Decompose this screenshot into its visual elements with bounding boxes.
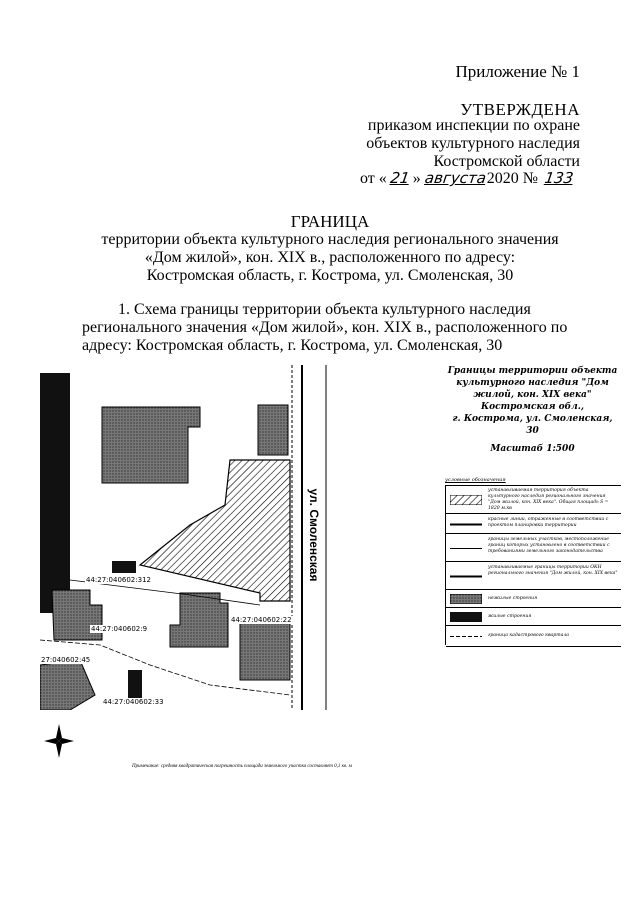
date-year: 2020 № (486, 170, 539, 187)
legend-row-7 (446, 625, 621, 647)
non-residential-building-6 (40, 660, 95, 710)
residential-building-3 (112, 561, 136, 573)
cadastral-label-9: 44:27:040602:9 (91, 625, 148, 633)
legend-title-2: культурного наследия "Дом (456, 378, 609, 388)
date-prefix: от « (360, 170, 387, 187)
order-line-1: приказом инспекции по охране (367, 117, 580, 134)
legend-scale: Масштаб 1:500 (490, 444, 575, 454)
legend-row-5 (446, 589, 621, 608)
legend-heading: условные обозначения (445, 477, 506, 483)
street-label-wrap (302, 480, 326, 590)
red-line-symbol-icon (450, 523, 482, 526)
legend-text-4: устанавливаемые границы территории ОКН регионального значения "Дом жилой, кон. XIX века" (488, 565, 618, 576)
order-line-2: объектов культурного наследия (366, 135, 580, 152)
legend-title-1: Границы территории объекта (447, 366, 618, 376)
legend-text-1: устанавливаемая территория объекта культурного наследия регионального значения "Дом жилой, кон. XIX века". Общая площадь S = 1820 м.кв (488, 488, 609, 511)
appendix-number: Приложение № 1 (455, 62, 580, 81)
legend-row-2 (446, 513, 621, 534)
title-line-3: Костромская область, г. Кострома, ул. Смоленская, 30 (146, 267, 514, 284)
cadastral-label-22: 44:27:040602:22 (231, 616, 292, 624)
section-line-1: 1. Схема границы территории объекта культурного наследия (118, 301, 531, 318)
non-residential-symbol-icon (450, 594, 482, 604)
date-day: 21 (388, 169, 411, 187)
cadastral-label-312: 44:27:040602:312 (86, 576, 151, 584)
approved-label: УТВЕРЖДЕНА (460, 100, 580, 119)
date-mid: » (412, 170, 421, 187)
hatch-symbol-icon (450, 495, 482, 505)
street-label: ул. Смоленская (307, 488, 321, 582)
title-line-1: территории объекта культурного наследия регионального значения (101, 231, 559, 248)
legend-row-4 (446, 561, 621, 590)
legend-text-3: границы земельных участков, местоположение границ которых установлено в соответствии с требованиями земельного законодательства (488, 537, 610, 554)
title-line-2: «Дом жилой», кон. XIX в., расположенного по адресу: (144, 249, 516, 266)
map-drawing (40, 365, 440, 710)
non-residential-building-4 (170, 593, 228, 647)
north-arrow-icon (44, 724, 74, 758)
date-month: августа (423, 169, 488, 187)
residential-building-2 (128, 670, 142, 698)
legend-title-3: жилой, кон. XIX века" (473, 390, 592, 400)
document-title: ГРАНИЦА (290, 212, 370, 231)
legend-row-6 (446, 607, 621, 626)
residential-symbol-icon (450, 612, 482, 622)
parcel-line-symbol-icon (450, 547, 482, 550)
legend-title-5: г. Кострома, ул. Смоленская, 30 (452, 414, 613, 436)
section-line-3: адресу: Костромская область, г. Кострома, ул. Смоленская, 30 (82, 337, 503, 354)
cadastral-line-symbol-icon (450, 635, 482, 638)
non-residential-building-1 (102, 407, 200, 483)
legend-title-4: Костромская обл., (480, 402, 585, 412)
order-line-3: Костромской области (433, 153, 580, 170)
cadastral-label-33: 44:27:040602:33 (103, 698, 164, 706)
map-note: Примечание: средняя квадратическая погрешность площади земельного участка составляет 0,1 кв. м (132, 764, 352, 769)
residential-building-left (40, 373, 70, 613)
non-residential-building-5 (240, 620, 290, 680)
order-number: 133 (543, 169, 575, 187)
legend-text-5: нежилые строения (488, 596, 538, 601)
legend-row-3 (446, 533, 621, 562)
legend-row-1 (446, 485, 621, 514)
boundary-line-symbol-icon (450, 575, 482, 578)
order-date-line (360, 169, 576, 188)
cadastral-label-45: 27:040602:45 (41, 656, 91, 664)
section-line-2: регионального значения «Дом жилой», кон. XIX в., расположенного по (82, 319, 568, 336)
non-residential-building-2 (258, 405, 288, 455)
legend-table (445, 485, 621, 645)
legend-text-7: граница кадастрового квартала (488, 633, 569, 638)
legend-text-6: жилые строения (488, 614, 532, 619)
legend-text-2: красные линии, отраженные в соответствии с проектом планировки территории (488, 517, 609, 528)
boundary-map (40, 365, 440, 710)
